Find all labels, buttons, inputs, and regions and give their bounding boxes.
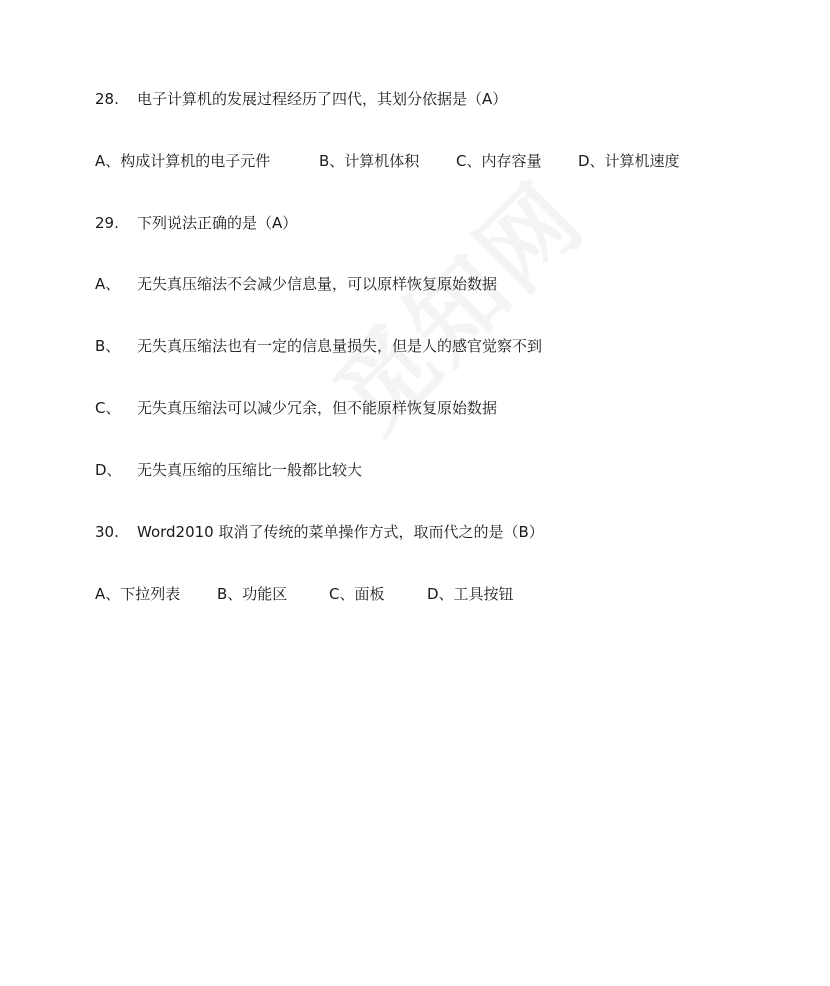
option-text: 无失真压缩法可以减少冗余，但不能原样恢复原始数据 bbox=[137, 399, 498, 417]
question-text: 电子计算机的发展过程经历了四代，其划分依据是（A） bbox=[137, 90, 508, 108]
question-text: 下列说法正确的是（A） bbox=[137, 214, 298, 232]
option-label: C、 bbox=[95, 399, 121, 417]
option-label: A、 bbox=[95, 275, 121, 293]
question-number: 28. bbox=[95, 90, 119, 108]
option-text: 无失真压缩的压缩比一般都比较大 bbox=[137, 461, 363, 479]
question-30 bbox=[95, 522, 544, 542]
option-a: A、构成计算机的电子元件 bbox=[95, 152, 271, 170]
option-c: C、内存容量 bbox=[456, 152, 542, 170]
option-text: 无失真压缩法不会减少信息量，可以原样恢复原始数据 bbox=[137, 275, 498, 293]
question-29-option-a bbox=[95, 274, 497, 294]
question-number: 30. bbox=[95, 523, 119, 541]
question-text: Word2010 取消了传统的菜单操作方式，取而代之的是（B） bbox=[137, 523, 544, 541]
question-number: 29. bbox=[95, 214, 119, 232]
option-text: 无失真压缩法也有一定的信息量损失，但是人的感官觉察不到 bbox=[137, 337, 543, 355]
question-29 bbox=[95, 213, 297, 233]
option-d: D、工具按钮 bbox=[427, 585, 514, 603]
option-b: B、计算机体积 bbox=[319, 152, 420, 170]
option-label: D、 bbox=[95, 461, 122, 479]
option-b: B、功能区 bbox=[217, 585, 288, 603]
question-29-option-c bbox=[95, 398, 497, 418]
option-c: C、面板 bbox=[329, 585, 385, 603]
question-28-options bbox=[95, 151, 680, 171]
question-29-option-d bbox=[95, 460, 362, 480]
option-a: A、下拉列表 bbox=[95, 585, 181, 603]
option-d: D、计算机速度 bbox=[578, 152, 680, 170]
question-29-option-b bbox=[95, 336, 542, 356]
question-28 bbox=[95, 89, 507, 109]
question-30-options bbox=[95, 584, 514, 604]
option-label: B、 bbox=[95, 337, 121, 355]
